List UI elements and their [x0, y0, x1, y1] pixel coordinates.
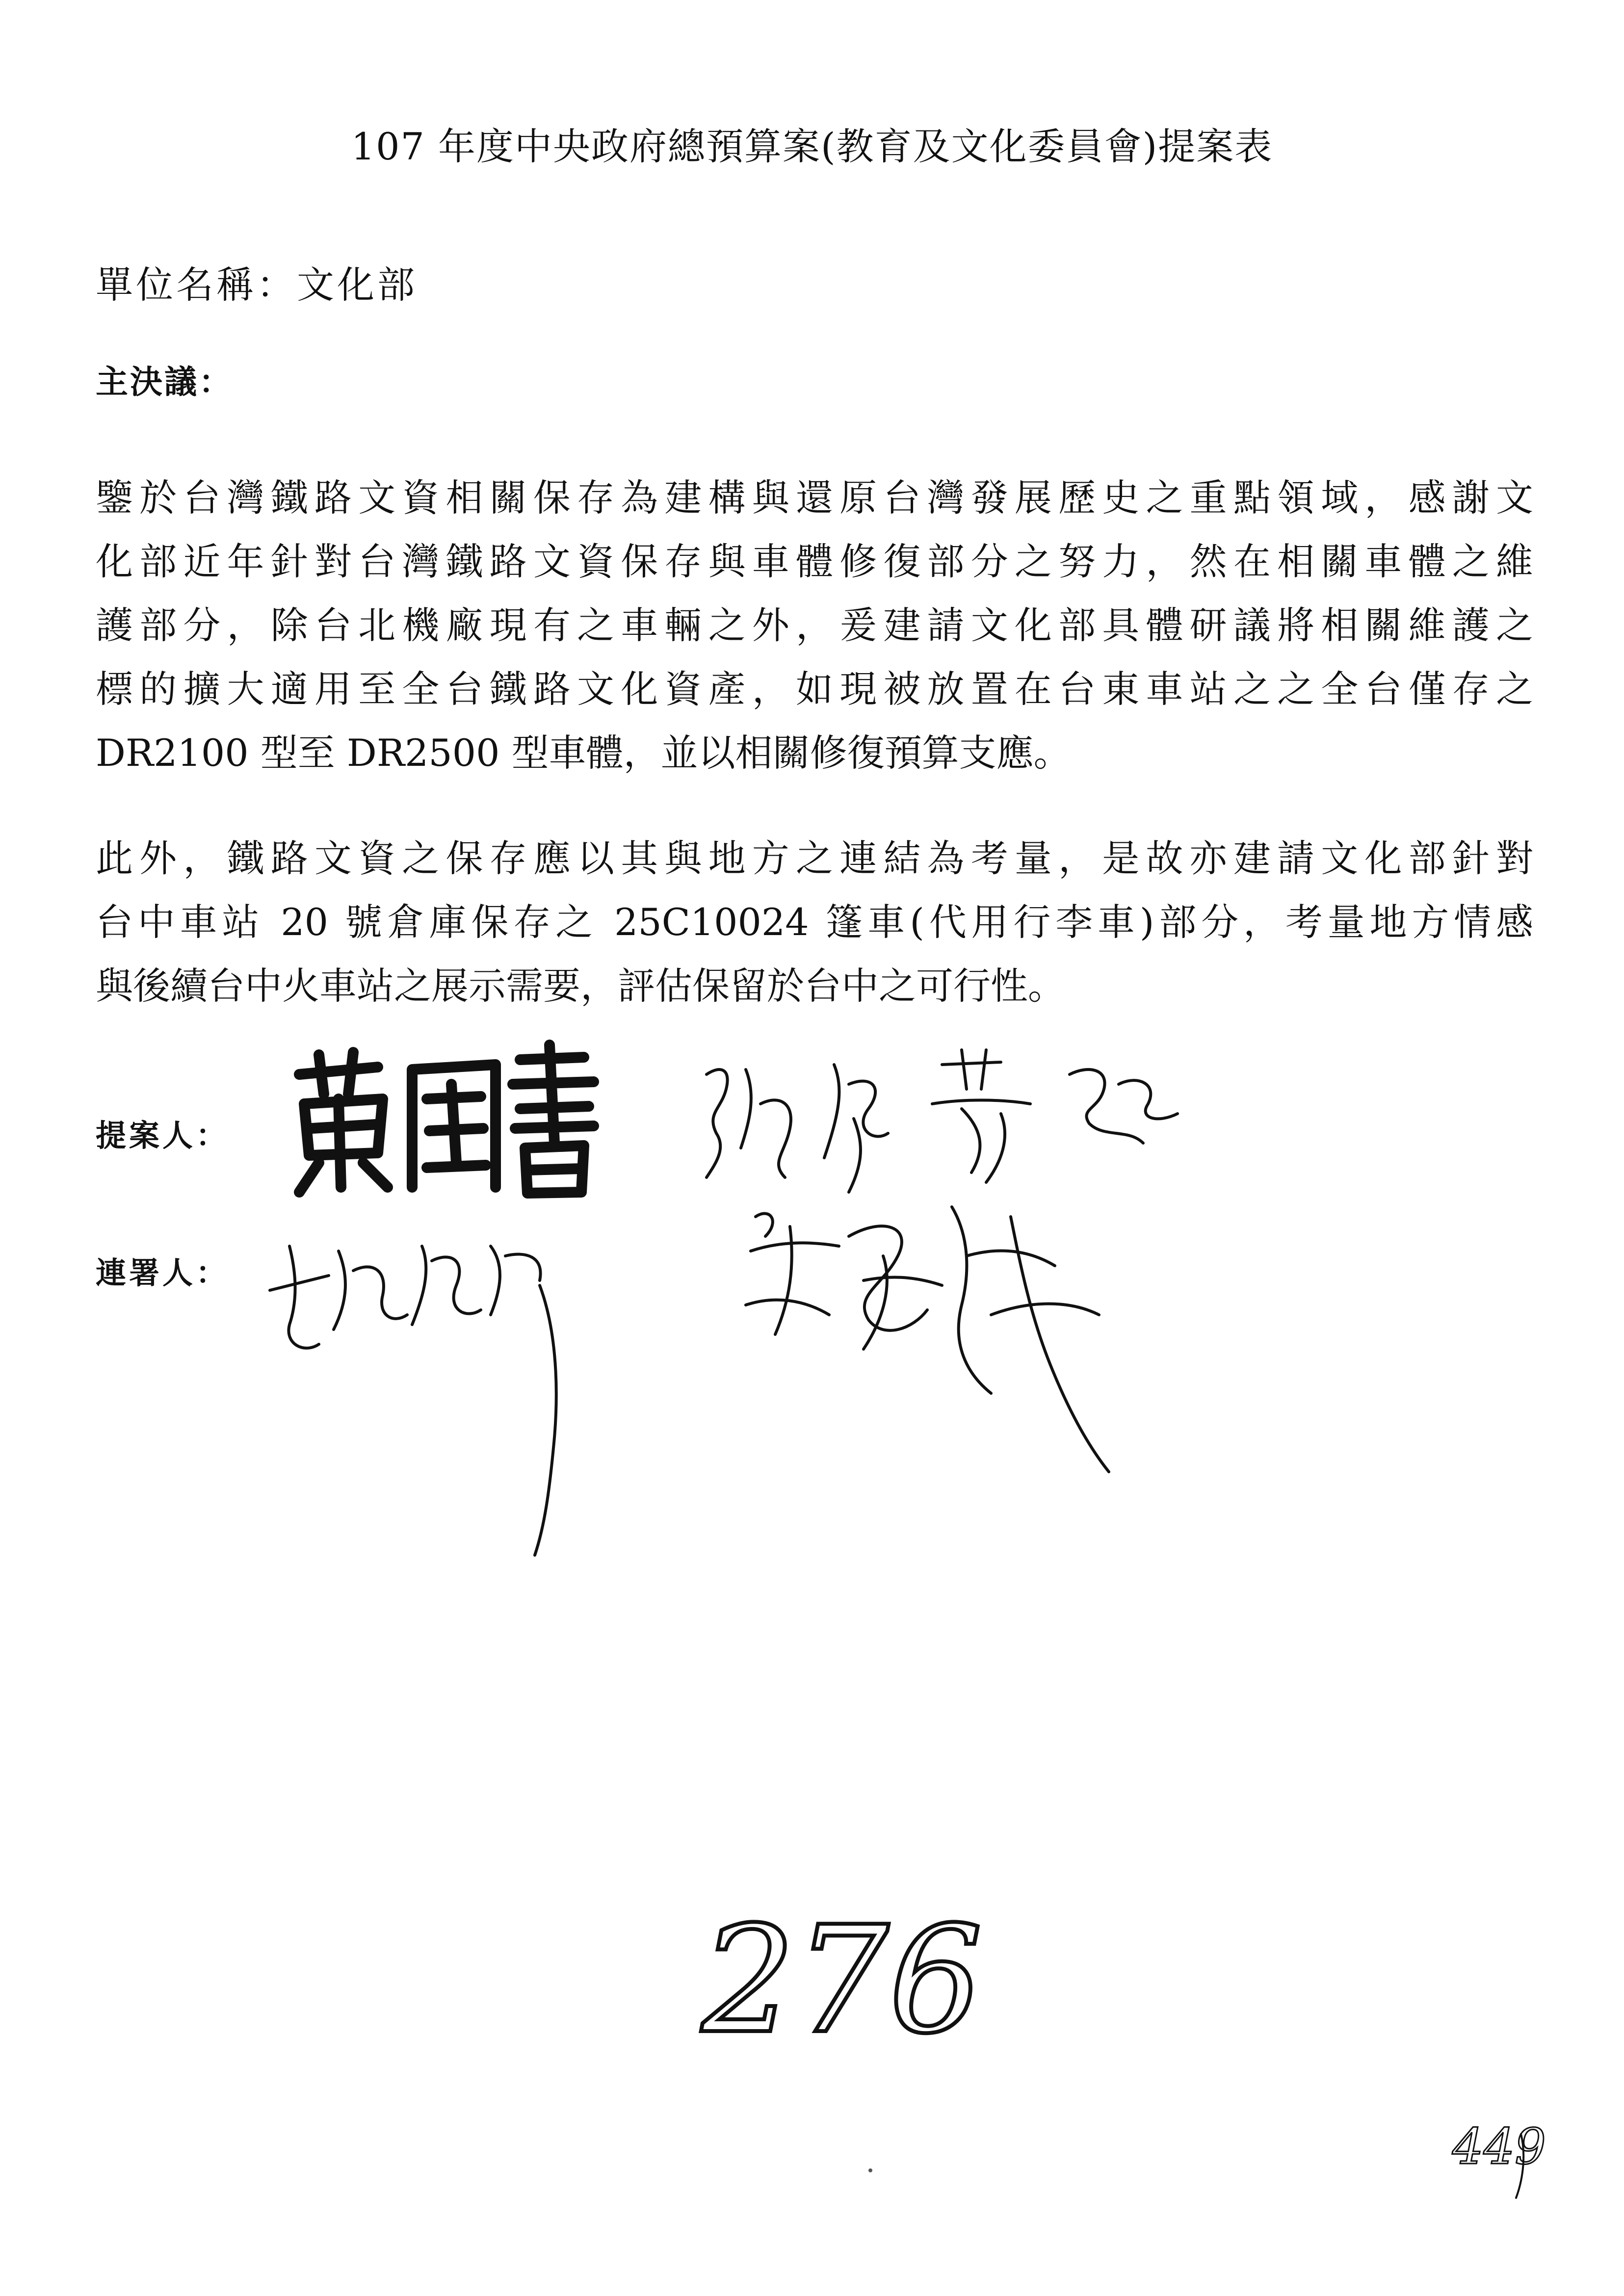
paragraph-line: 台中車站 20 號倉庫保存之 25C10024 篷車(代用行李車)部分，考量地方情感: [96, 900, 1533, 944]
unit-label: 單位名稱：: [96, 263, 297, 307]
handwritten-page-number: [697, 1895, 983, 2070]
paragraph-line: 標的擴大適用至全台鐵路文化資產，如現被放置在台東車站之之全台僅存之: [96, 667, 1533, 711]
main-resolution-label: 主決議：: [96, 363, 233, 401]
unit-line: [96, 255, 418, 309]
page-number-text: 276: [702, 1895, 983, 2066]
cosigner-signature-3: [736, 1187, 1158, 1491]
proposer-label: 提案人：: [96, 1118, 230, 1153]
paragraph-line: 此外，鐵路文資之保存應以其與地方之連結為考量，是故亦建請文化部針對: [96, 836, 1533, 880]
resolution-paragraph-1: [96, 466, 1533, 785]
unit-name: 文化部: [297, 263, 418, 307]
paragraph-line: 鑒於台灣鐵路文資相關保存為建構與還原台灣發展歷史之重點領域，感謝文: [96, 476, 1533, 520]
paragraph-line: 護部分，除台北機廠現有之車輛之外，爰建請文化部具體研議將相關維護之: [96, 603, 1533, 647]
document-title: 107 年度中央政府總預算案(教育及文化委員會)提案表: [351, 125, 1273, 168]
cosigner-signature-1: [687, 1045, 1207, 1202]
scan-speck: [867, 2167, 873, 2173]
paragraph-line: DR2100 型至 DR2500 型車體，並以相關修復預算支應。: [96, 731, 1071, 775]
paragraph-line: 與後續台中火車站之展示需要，評估保留於台中之可行性。: [96, 964, 1065, 1008]
handwritten-corner-number: [1452, 2105, 1550, 2203]
cosigner-label: 連署人：: [96, 1255, 230, 1291]
corner-number-text: 449: [1452, 2118, 1546, 2175]
paragraph-line: 化部近年針對台灣鐵路文資保存與車體修復部分之努力，然在相關車體之維: [96, 540, 1533, 583]
resolution-paragraph-2: [96, 827, 1533, 1018]
cosigner-signature-2: [260, 1217, 584, 1560]
proposer-signature: [289, 1040, 603, 1202]
